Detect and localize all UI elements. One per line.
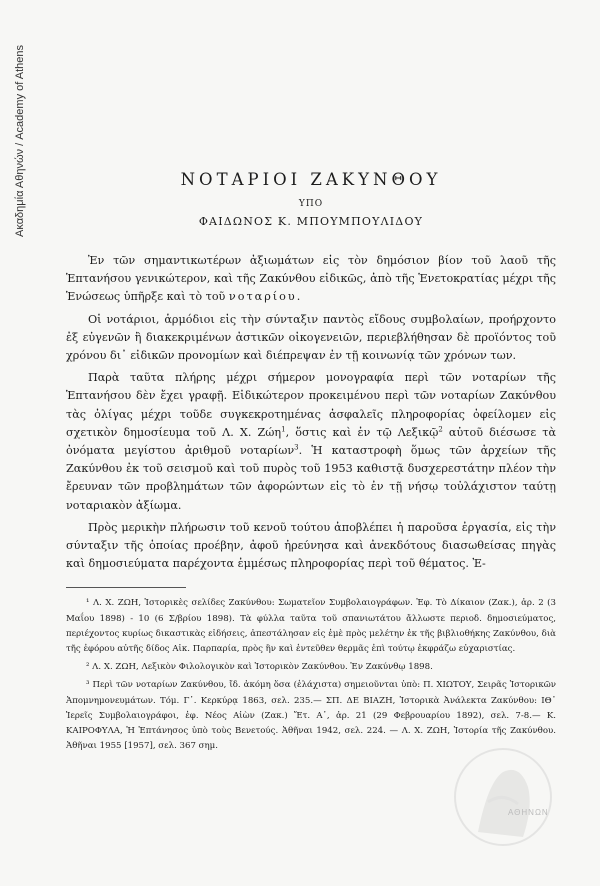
footnote-divider <box>66 587 186 588</box>
paragraph-2: Οἱ νοτάριοι, ἁρμόδιοι εἰς τὴν σύνταξιν παντὸς εἴδους συμβολαίων, προήρχοντο ἐξ εὐγενῶν ἢ διακεκριμένων ἀστικῶν οἰκογενειῶν, περιεβλήθησαν δὲ προϊόντος τοῦ χρόνου δι᾿ εἰδικῶν προνομίων καὶ διέπρεψαν ἐν τῇ κοινωνίᾳ τῶν χρόνων των. <box>66 312 556 363</box>
paragraph-3 <box>66 369 556 515</box>
footnote-ref[interactable]: 2 <box>438 425 443 434</box>
paragraph-4: Πρὸς μερικὴν πλήρωσιν τοῦ κενοῦ τούτου ἀποβλέπει ἡ παροῦσα ἐργασία, εἰς τὴν σύνταξιν τῆς ὁποίας προέβην, ἀφοῦ ἠρεύνησα καὶ ἀνεκδότους διασωθείσας πηγὰς καὶ δημοσιεύματα παρέχοντα ἐμμέσως πληροφορίας περὶ τοῦ θέματος. Ἐ- <box>66 520 556 571</box>
text-run: Παρὰ ταῦτα πλήρης μέχρι σήμερον μονογραφία περὶ τῶν νοταρίων τῆς Ἑπτανήσου δὲν ἔχει γραφῇ. Εἰδικώτερον προκειμένου περὶ τῶν νοταρίων Ζακύνθου τὰς ὀλίγας μέχρι τοῦδε συγκεκροτημένας ἀσφαλεῖς πληροφορίας ὀφείλομεν εἰς σχετικὸν δημοσίευμα τοῦ Λ. Χ. Ζώη <box>66 371 556 439</box>
paragraph-1 <box>66 252 556 307</box>
watermark-text: ΑΘΗΝΩΝ <box>508 808 549 817</box>
footnote-ref[interactable]: 3 <box>294 443 299 452</box>
text-run: αὐτοῦ διέσωσε τὰ ὀνόματα μεγίστου ἀριθμοῦ νοταρίων <box>66 425 557 458</box>
footnote-ref[interactable]: 1 <box>281 425 286 434</box>
footnote-2: ² Λ. Χ. ΖΩΗ, Λεξικὸν Φιλολογικὸν καὶ Ἱστορικὸν Ζακύνθου. Ἐν Ζακύνθῳ 1898. <box>86 662 433 673</box>
document-page <box>66 170 556 757</box>
footnote-3: ³ Περὶ τῶν νοταρίων Ζακύνθου, ἴδ. ἀκόμη ὅσα (ἐλάχιστα) σημειοῦνται ὑπὸ: Π. ΧΙΩΤΟΥ, Σειρᾶς Ἱστορικῶν Ἀπομνημονευμάτων. Τόμ. Γ᾿. Κερκύρᾳ 1863, σελ. 235.— ΣΠ. ΔΕ ΒΙΑΖΗ, Ἱστορικὰ Ἀνάλεκτα Ζακύνθου: ΙΘ᾿ Ἱερεῖς Συμβολαιογράφοι, ἐφ. Νέος Αἰὼν (Ζακ.) Ἔτ. Α᾿, ἀρ. 21 (29 Φεβρουαρίου 1892), σελ. 7-8.— Κ. ΚΑΙΡΟΦΥΛΑ, Ἡ Ἑπτάνησος ὑπὸ τοὺς Βενετούς. Ἀθῆναι 1942, σελ. 224. — Λ. Χ. ΖΩΗ, Ἱστορία τῆς Ζακύνθου. Ἀθῆναι 1955 [1957], σελ. 367 σημ. <box>66 680 556 752</box>
footnotes <box>66 596 556 754</box>
footnote-1: ¹ Λ. Χ. ΖΩΗ, Ἱστορικὲς σελίδες Ζακύνθου: Σωματεῖον Συμβολαιογράφων. Ἐφ. Τὸ Δίκαιον (Ζακ.), ἀρ. 2 (3 Μαΐου 1898) - 10 (6 Σ/βρίου 1898). Τὰ φύλλα ταῦτα τοῦ σπανιωτάτου ἄλλωστε περιοδ. δημοσιεύματος, περιέχοντος κυρίως δικαστικὰς εἰδήσεις, ἀπεστάλησαν εἰς ἐμὲ πρὸς μελέτην ἐκ τῆς βιβλιοθήκης Ζακύνθου, διὰ τῆς ἐφόρου αὐτῆς δίδος Αἰκ. Παρπαρία, πρὸς ἣν καὶ ἐντεῦθεν θερμᾶς ἐπὶ τούτῳ ἐκφράζω εὐχαριστίας. <box>66 598 556 655</box>
text-run: . <box>296 290 301 304</box>
page-title: ΝΟΤΑΡΙΟΙ ΖΑΚΥΝΘΟΥ <box>180 170 442 189</box>
author-name: ΦΑΙΔΩΝΟΣ Κ. ΜΠΟΥΜΠΟΥΛΙΔΟΥ <box>198 215 424 228</box>
emphasis-text: νοταρίου <box>228 290 297 304</box>
text-run: Ἐν τῶν σημαντικωτέρων ἀξιωμάτων εἰς τὸν δημόσιον βίον τοῦ λαοῦ τῆς Ἑπτανήσου γενικώτερον, καὶ τῆς Ζακύνθου εἰδικῶς, ἀπὸ τῆς Ἑνετοκρατίας μέχρι τῆς Ἑνώσεως ὑπῆρξε καὶ τὸ τοῦ <box>66 254 556 304</box>
text-run: , ὅστις καὶ ἐν τῷ Λεξικῷ <box>285 425 439 439</box>
by-line: ΥΠΟ <box>298 199 324 209</box>
article-body <box>66 252 556 573</box>
text-run: . Ἡ καταστροφὴ ὅμως τῶν ἀρχείων τῆς Ζακύνθου ἐκ τοῦ σεισμοῦ καὶ τοῦ πυρὸς τοῦ 1953 καθιστᾷ δυσχερεστάτην πλέον τὴν ἔρευναν τῶν προβλημάτων τῶν ἀφορώντων εἰς τὸ ἐν τῇ νήσῳ τοὐλάχιστον ταύτῃ νοταριακὸν ἀξίωμα. <box>66 444 556 512</box>
academy-seal-watermark <box>448 742 558 872</box>
side-label: Ακαδημία Αθηνών / Academy of Athens <box>14 45 26 238</box>
